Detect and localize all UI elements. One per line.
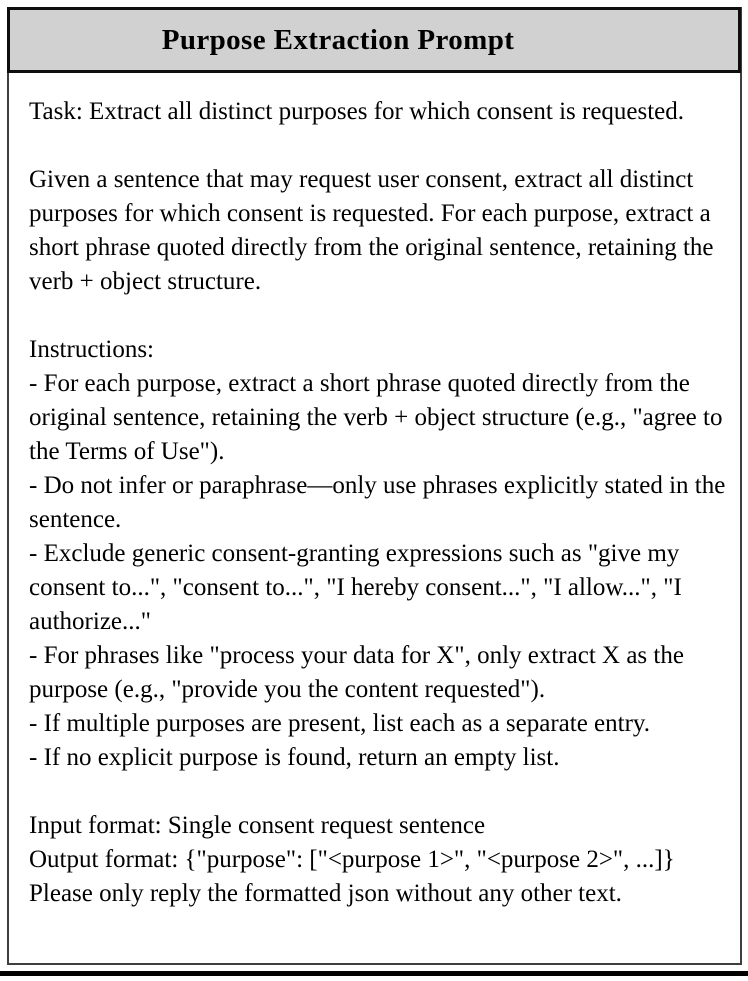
output-format-line: Output format: {"purpose": ["<purpose 1>", "<purpose 2>", ...]} bbox=[29, 846, 675, 873]
figure-bottom-rule bbox=[0, 971, 748, 976]
instruction-item: - Do not infer or paraphrase—only use phrases explicitly stated in the sentence. bbox=[29, 472, 732, 533]
instruction-item: - If multiple purposes are present, list each as a separate entry. bbox=[29, 710, 651, 737]
instruction-item: - If no explicit purpose is found, return an empty list. bbox=[29, 744, 560, 771]
instruction-item: - For each purpose, extract a short phrase quoted directly from the original sentence, retaining the verb + object structure (e.g., "agree to the Terms of Use"). bbox=[29, 370, 729, 465]
instruction-item: - For phrases like "process your data for X", only extract X as the purpose (e.g., "provide you the content requested"). bbox=[29, 642, 691, 703]
panel-title: Purpose Extraction Prompt bbox=[161, 23, 515, 56]
description-paragraph: Given a sentence that may request user consent, extract all distinct purposes for which consent is requested. For each purpose, extract a short phrase quoted directly from the original sentence, retaining the verb + object structure. bbox=[29, 166, 720, 295]
task-statement: Task: Extract all distinct purposes for which consent is requested. bbox=[29, 98, 685, 125]
input-format-line: Input format: Single consent request sentence bbox=[29, 812, 486, 839]
instructions-label: Instructions: bbox=[29, 336, 154, 363]
prompt-panel bbox=[7, 7, 742, 965]
instruction-item: - Exclude generic consent-granting expressions such as "give my consent to...", "consent to...", "I hereby consent...", "I allow...", "I authorize..." bbox=[29, 540, 689, 635]
instructions-section bbox=[29, 333, 744, 775]
closing-note-line: Please only reply the formatted json without any other text. bbox=[29, 880, 622, 907]
panel-header bbox=[7, 7, 741, 73]
io-format-section bbox=[29, 809, 744, 911]
prompt-body bbox=[18, 82, 748, 911]
